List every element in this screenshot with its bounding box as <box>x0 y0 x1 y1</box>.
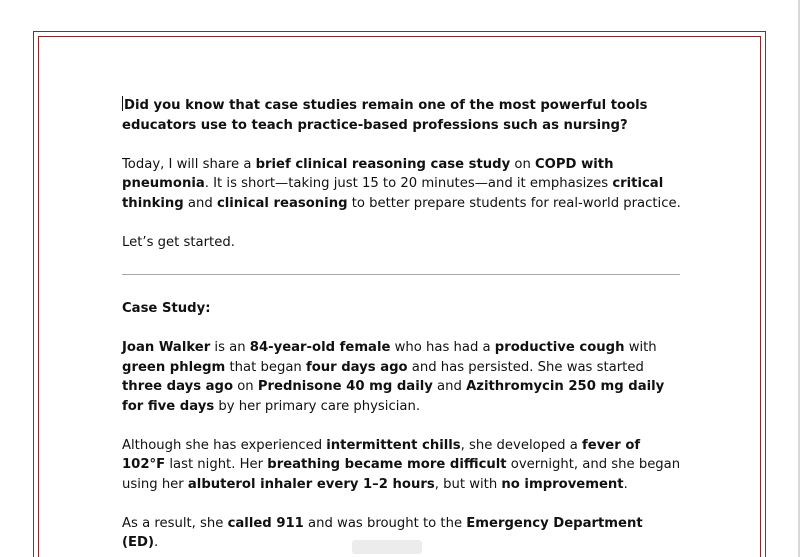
text-run: overnight, and she began using her <box>122 457 681 492</box>
text-run: and <box>432 379 467 394</box>
horizontal-divider <box>122 274 680 275</box>
intro-paragraph <box>122 155 682 214</box>
text-run: Today, I will share a <box>122 156 256 172</box>
bold-run: clinical reasoning <box>216 195 348 211</box>
watermark <box>352 540 422 554</box>
start-paragraph: Let’s get started. <box>122 234 235 250</box>
text-run: on <box>233 379 258 394</box>
text-run: and <box>183 195 217 211</box>
text-run: that began <box>225 359 306 375</box>
text-run: who has had a <box>390 340 495 355</box>
bold-run: Prednisone 40 mg daily <box>257 379 433 394</box>
bold-run: called 911 <box>227 515 304 531</box>
text-run: . It is short—taking just 15 to 20 minutes—and it emphasizes <box>204 176 613 191</box>
text-run: . <box>623 476 628 492</box>
heading-text: Case Study: <box>122 301 211 316</box>
text-cursor <box>122 96 123 111</box>
bold-run: 84-year-old female <box>249 340 391 355</box>
text-run: last night. Her <box>165 457 268 472</box>
document-body[interactable] <box>122 96 682 557</box>
bold-run: Azithromycin 250 mg daily for five days <box>122 379 665 414</box>
bold-run: albuterol inhaler every 1–2 hours <box>187 476 435 492</box>
text-run: , but with <box>434 476 502 492</box>
bold-run: Emergency Department (ED) <box>122 515 643 550</box>
intro-question-text: Did you know that case studies remain one of the most powerful tools educators use to teach practice-based professions such as nursing? <box>122 98 648 133</box>
text-run: . <box>154 535 159 550</box>
text-run: , she developed a <box>460 437 583 453</box>
bold-run: intermittent chills <box>326 437 461 453</box>
patient-paragraph <box>122 338 682 416</box>
text-run: by her primary care physician. <box>214 398 421 414</box>
text-run: on <box>510 156 535 172</box>
text-run: is an <box>210 340 250 355</box>
bold-run: fever of 102°F <box>122 437 641 472</box>
case-study-heading <box>122 299 682 319</box>
bold-run: COPD with pneumonia <box>122 156 614 191</box>
text-run: Although she has experienced <box>122 437 327 453</box>
text-run: and has persisted. She was started <box>407 359 644 375</box>
bold-run: productive cough <box>494 340 625 355</box>
text-run: to better prepare students for real-world practice. <box>347 195 681 211</box>
bold-run: three days ago <box>122 379 234 394</box>
text-run: and was brought to the <box>303 515 467 531</box>
intro-question <box>122 96 682 135</box>
bold-run: no improvement <box>501 476 624 492</box>
bold-run: Joan Walker <box>122 340 211 355</box>
text-run: As a result, she <box>122 515 228 531</box>
bold-run: four days ago <box>305 359 408 375</box>
bold-run: green phlegm <box>122 359 226 375</box>
bold-run: critical thinking <box>122 176 664 211</box>
bold-run: breathing became more difficult <box>267 457 507 472</box>
text-run: with <box>624 340 657 355</box>
symptoms-paragraph <box>122 436 682 495</box>
bold-run: brief clinical reasoning case study <box>255 156 511 172</box>
